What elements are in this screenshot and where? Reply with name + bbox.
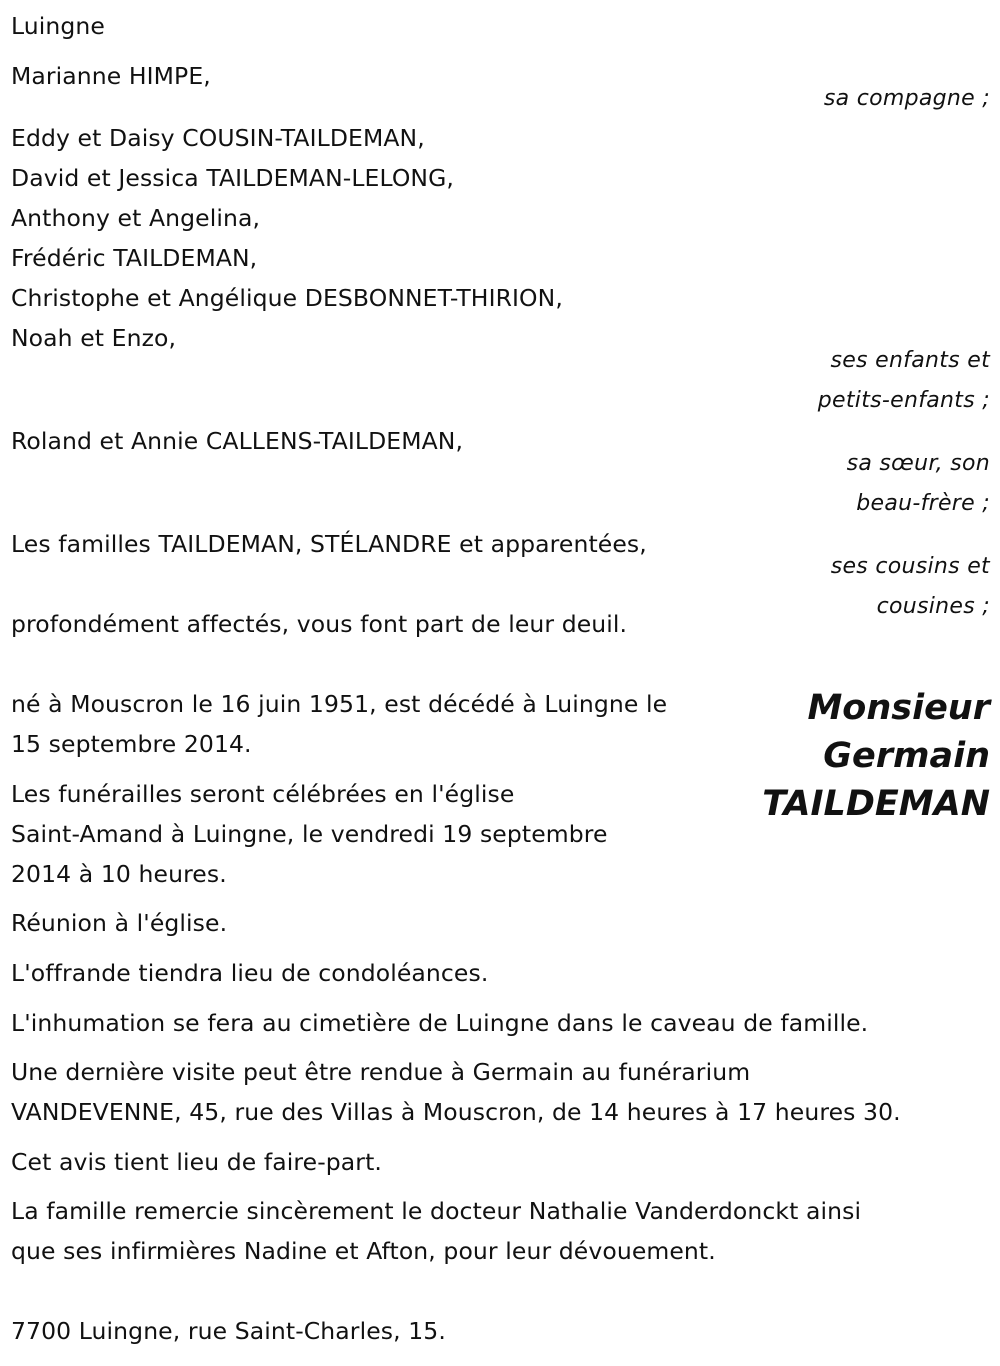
visit-line-2: VANDEVENNE, 45, rue des Villas à Mouscron, de 14 heures à 17 heures 30.	[11, 1098, 901, 1126]
meeting-text: Réunion à l'église.	[11, 909, 228, 937]
child-name-6: Noah et Enzo,	[11, 324, 177, 352]
cousins-relation-2: cousines ;	[876, 594, 990, 619]
notice-text: Cet avis tient lieu de faire-part.	[11, 1148, 382, 1176]
child-name-2: David et Jessica TAILDEMAN-LELONG,	[11, 164, 454, 192]
cousins-name: Les familles TAILDEMAN, STÉLANDRE et apparentées,	[11, 530, 647, 558]
sister-relation-2: beau-frère ;	[856, 491, 990, 516]
sister-relation-1: sa sœur, son	[846, 451, 990, 476]
deceased-title: Monsieur	[807, 688, 990, 728]
visit-line-1: Une dernière visite peut être rendue à Germain au funérarium	[11, 1058, 751, 1086]
deceased-name-block	[762, 684, 990, 828]
address-text: 7700 Luingne, rue Saint-Charles, 15.	[11, 1317, 446, 1345]
child-name-3: Anthony et Angelina,	[11, 204, 261, 232]
child-name-1: Eddy et Daisy COUSIN-TAILDEMAN,	[11, 124, 425, 152]
funeral-line-2: Saint-Amand à Luingne, le vendredi 19 septembre	[11, 820, 608, 848]
place-header: Luingne	[11, 12, 105, 40]
children-relation-1: ses enfants et	[830, 348, 990, 373]
funeral-line-3: 2014 à 10 heures.	[11, 860, 227, 888]
companion-name: Marianne HIMPE,	[11, 62, 211, 90]
burial-text: L'inhumation se fera au cimetière de Luingne dans le caveau de famille.	[11, 1009, 869, 1037]
child-name-5: Christophe et Angélique DESBONNET-THIRION,	[11, 284, 563, 312]
birth-death-line-1: né à Mouscron le 16 juin 1951, est décédé à Luingne le	[11, 690, 668, 718]
birth-death-line-2: 15 septembre 2014.	[11, 730, 252, 758]
thanks-line-1: La famille remercie sincèrement le docteur Nathalie Vanderdonckt ainsi	[11, 1197, 862, 1225]
deceased-first-name: Germain	[823, 736, 990, 776]
sister-name: Roland et Annie CALLENS-TAILDEMAN,	[11, 427, 464, 455]
deceased-last-name: TAILDEMAN	[762, 784, 990, 824]
announcement-text: profondément affectés, vous font part de leur deuil.	[11, 610, 628, 638]
child-name-4: Frédéric TAILDEMAN,	[11, 244, 258, 272]
thanks-line-2: que ses infirmières Nadine et Afton, pour leur dévouement.	[11, 1237, 716, 1265]
offering-text: L'offrande tiendra lieu de condoléances.	[11, 959, 489, 987]
funeral-line-1: Les funérailles seront célébrées en l'église	[11, 780, 515, 808]
companion-relation: sa compagne ;	[823, 86, 990, 111]
cousins-relation-1: ses cousins et	[830, 554, 990, 579]
children-relation-2: petits-enfants ;	[817, 388, 990, 413]
